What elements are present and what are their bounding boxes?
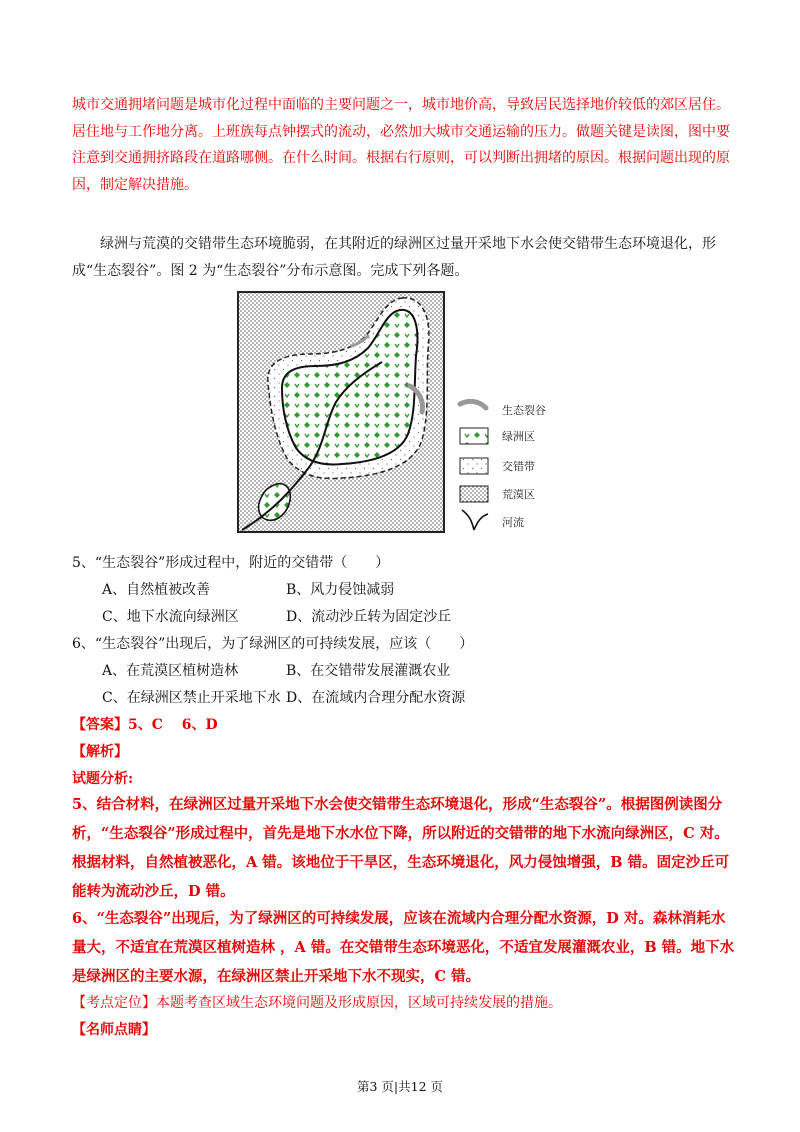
teacher-tag: 【名师点睛】 — [72, 1022, 156, 1038]
page-footer: 第3 页|共12 页 — [356, 1079, 444, 1094]
analysis-item-5: 5、结合材料，在绿洲区过量开采地下水会使交错带生态环境退化，形成“生态裂谷”。根据图例读图分析，“生态裂谷”形成过程中，首先是地下水水位下降，所以附近的交错带的地下水流向绿洲区，C 对。根据材料，自然植被恶化，A 错。该地位于干旱区，生态环境退化，风力侵蚀增强，B 错。固定沙丘可能转为流动沙丘，D 错。 — [72, 796, 730, 900]
legend-rift-icon — [460, 401, 486, 408]
question-5-option-b: B、风力侵蚀减弱 — [286, 582, 395, 598]
question-6-option-d: D、在流域内合理分配水资源 — [286, 690, 466, 706]
legend-river-label: 河流 — [502, 516, 524, 529]
figure-legend — [460, 401, 546, 530]
question-5-option-c: C、地下水流向绿洲区 — [102, 609, 239, 625]
legend-transition-icon — [460, 458, 488, 474]
question-6-option-c: C、在绿洲区禁止开采地下水 — [102, 690, 281, 706]
question-5-stem: 5、“生态裂谷”形成过程中，附近的交错带（ ） — [72, 555, 390, 571]
intro-paragraph: 城市交通拥堵问题是城市化过程中面临的主要问题之一，城市地价高，导致居民选择地价较低的郊区居住。居住地与工作地分离。上班族每点钟摆式的流动，必然加大城市交通运输的压力。做题关键是读图，图中要注意到交通拥挤路段在道路哪侧。在什么时间。根据右行原则，可以判断出拥堵的原因。根据问题出现的原因，制定解决措施。 — [72, 97, 730, 193]
legend-oasis-label: 绿洲区 — [502, 430, 535, 443]
ecological-rift-figure — [232, 290, 552, 536]
legend-transition-label: 交错带 — [502, 460, 535, 473]
question-6-option-b: B、在交错带发展灌溉农业 — [286, 663, 451, 679]
answer-line: 【答案】5、C 6、D — [72, 717, 218, 733]
analysis-heading: 试题分析: — [72, 771, 134, 787]
question-6-stem: 6、“生态裂谷”出现后，为了绿洲区的可持续发展，应该（ ） — [72, 636, 474, 652]
analysis-item-6: 6、“生态裂谷”出现后，为了绿洲区的可持续发展，应该在流域内合理分配水资源，D 对。森林消耗水量大，不适宜在荒漠区植树造林 ，A 错。在交错带生态环境恶化，不适宜发展灌溉农业，B 错。地下水是绿洲区的主要水源，在绿洲区禁止开采地下水不现实，C 错。 — [72, 910, 735, 985]
legend-desert-icon — [460, 486, 488, 502]
analysis-tag: 【解析】 — [72, 744, 128, 760]
legend-oasis-icon — [460, 428, 488, 444]
question-5-option-d: D、流动沙丘转为固定沙丘 — [286, 609, 452, 625]
question-6-option-a: A、在荒漠区植树造林 — [102, 663, 239, 679]
legend-rift-label: 生态裂谷 — [502, 404, 546, 417]
question-5-option-a: A、自然植被改善 — [102, 582, 211, 598]
legend-river-icon — [462, 510, 488, 530]
legend-desert-label: 荒漠区 — [502, 488, 535, 501]
question-paragraph: 绿洲与荒漠的交错带生态环境脆弱，在其附近的绿洲区过量开采地下水会使交错带生态环境退化，形成“生态裂谷”。图 2 为“生态裂谷”分布示意图。完成下列各题。 — [72, 236, 716, 279]
point-tag: 【考点定位】本题考查区域生态环境问题及形成原因，区域可持续发展的措施。 — [72, 995, 562, 1011]
